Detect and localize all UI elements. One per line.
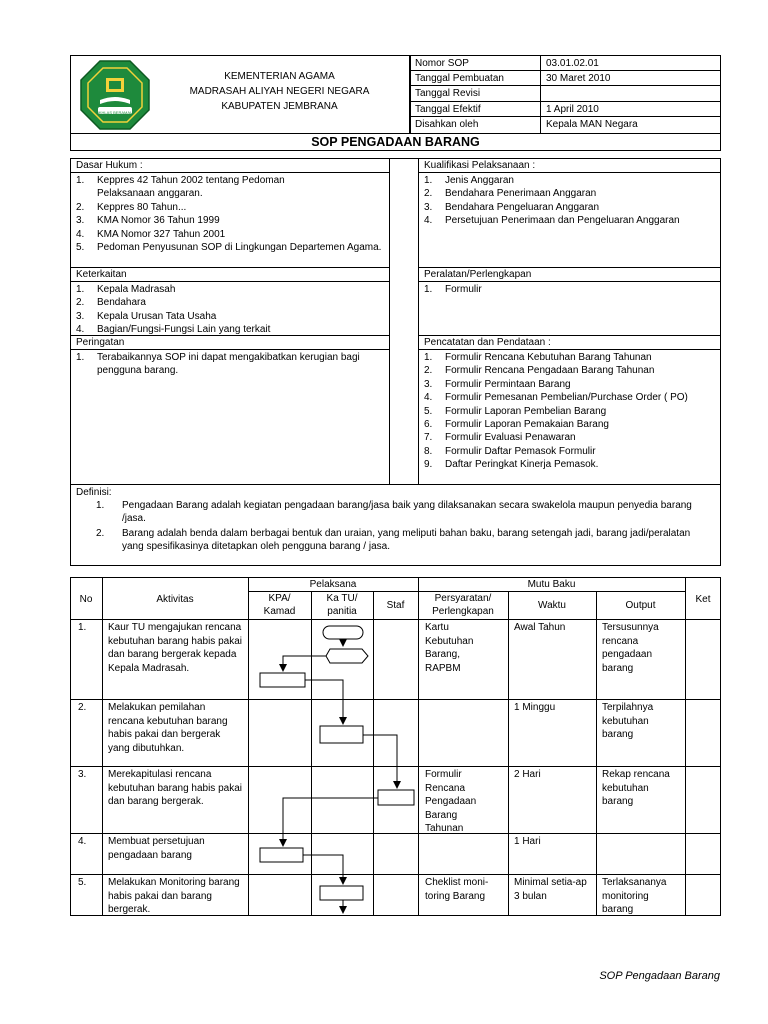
list-item: 4. Formulir Pemesanan Pembelian/Purchase Order ( PO) (424, 392, 688, 404)
list-item: 8. Formulir Daftar Pemasok Formulir (424, 445, 596, 457)
list-item: 2. Keppres 80 Tahun... (76, 201, 187, 213)
list-item: 2. Bendahara Penerimaan Anggaran (424, 188, 597, 200)
list-item: 1. Formulir Rencana Kebutuhan Barang Tahunan (424, 352, 652, 363)
list-item: 1. Kepala Madrasah (76, 284, 176, 295)
list-item: 5. Pedoman Penyusunan SOP di Lingkungan Departemen Agama. (76, 242, 382, 254)
col-header-aktivitas: Aktivitas (156, 594, 194, 605)
list-item: 1. Keppres 42 Tahun 2002 tentang Pedoman Pelaksanaan anggaran. (76, 175, 285, 200)
dasar-hukum-heading: Dasar Hukum : (76, 160, 143, 171)
keterkaitan-heading: Keterkaitan (76, 269, 127, 280)
flow-process-kpa-4 (260, 848, 303, 862)
meta-label-pembuatan: Tanggal Pembuatan (415, 73, 504, 84)
flow-decision (326, 649, 368, 663)
flow-process-staf-3 (378, 790, 414, 805)
row-3-persyaratan: Formulir Rencana Pengadaan Barang Tahunan (425, 769, 477, 834)
list-item: 2. Barang adalah benda dalam berbagai bentuk dan uraian, yang meliputi bahan baku, barang setengah jadi, barang jadi/peralatan yang spesifikasinya ditetapkan oleh pengguna barang / jasa. (96, 527, 691, 553)
row-4-aktivitas: Membuat persetujuan pengadaan barang (108, 836, 205, 861)
kualifikasi-heading: Kualifikasi Pelaksanaan : (424, 160, 536, 171)
row-5-aktivitas: Melakukan Monitoring barang habis pakai dan barang bergerak. (108, 877, 240, 915)
meta-value-nomor: 03.01.02.01 (546, 58, 599, 69)
row-3-waktu: 2 Hari (514, 769, 541, 780)
row-2-aktivitas: Melakukan pemilahan rencana kebutuhan barang habis pakai dan bergerak yang dibutuhkan. (108, 702, 228, 754)
row-1-waktu: Awal Tahun (514, 622, 566, 633)
row-1-output: Tersusunnya rencana pengadaan barang (602, 622, 659, 674)
col-header-staf: Staf (386, 600, 405, 611)
list-item: 2. Formulir Rencana Pengadaan Barang Tahunan (424, 365, 655, 377)
list-item: 3. Formulir Permintaan Barang (424, 378, 571, 390)
row-4-waktu: 1 Hari (514, 836, 541, 847)
page-footer: SOP Pengadaan Barang (599, 970, 720, 982)
col-header-ket: Ket (695, 594, 711, 605)
meta-label-nomor: Nomor SOP (415, 58, 469, 69)
row-3-aktivitas: Merekapitulasi rencana kebutuhan barang habis pakai dan barang bergerak. (108, 769, 242, 807)
flow-process-kpa-1 (260, 673, 305, 687)
pencatatan-heading: Pencatatan dan Pendataan : (424, 337, 551, 348)
col-header-katu: Ka TU/ panitia (326, 593, 358, 617)
row-2-output: Terpilahnya kebutuhan barang (602, 702, 654, 740)
list-item: 1. Jenis Anggaran (424, 175, 514, 186)
row-1-persyaratan: Kartu Kebutuhan Barang, RAPBM (425, 622, 474, 674)
meta-value-pembuatan: 30 Maret 2010 (546, 73, 611, 84)
list-item: 1. Formulir (424, 284, 482, 295)
institution-line-2: MADRASAH ALIYAH NEGERI NEGARA (189, 86, 370, 97)
list-item: 4. Persetujuan Penerimaan dan Pengeluaran Anggaran (424, 215, 680, 227)
row-5-output: Terlaksananya monitoring barang (602, 877, 667, 915)
flow-process-katu-2 (320, 726, 363, 743)
col-header-persyaratan: Persyaratan/ Perlengkapan (432, 593, 494, 617)
list-item: 4. KMA Nomor 327 Tahun 2001 (76, 228, 226, 240)
peringatan-heading: Peringatan (76, 337, 125, 348)
list-item: 1. Pengadaan Barang adalah kegiatan pengadaan barang/jasa baik yang dilaksanakan secara swakelola maupun penyedia barang /jasa. (96, 500, 692, 525)
institution-line-1: KEMENTERIAN AGAMA (224, 71, 335, 82)
row-5-persyaratan: Cheklist moni-toring Barang (425, 877, 489, 902)
institution-line-3: KABUPATEN JEMBRANA (221, 101, 338, 112)
page-title: SOP PENGADAAN BARANG (311, 135, 480, 149)
row-1-aktivitas: Kaur TU mengajukan rencana kebutuhan barang habis pakai dan barang bergerak kepada Kepala Madrasah. (108, 622, 242, 674)
flow-start-terminator (323, 626, 363, 639)
peralatan-heading: Peralatan/Perlengkapan (424, 269, 532, 280)
col-header-mutu: Mutu Baku (527, 579, 576, 590)
flow-process-katu-5 (320, 886, 363, 900)
col-header-output: Output (625, 600, 656, 611)
meta-label-revisi: Tanggal Revisi (415, 88, 481, 99)
list-item: 5. Formulir Laporan Pembelian Barang (424, 405, 607, 417)
list-item: 3. Bendahara Pengeluaran Anggaran (424, 201, 600, 213)
list-item: 3. KMA Nomor 36 Tahun 1999 (76, 215, 220, 227)
meta-value-disahkan: Kepala MAN Negara (546, 119, 638, 130)
list-item: 2. Bendahara (76, 297, 146, 309)
list-item: 7. Formulir Evaluasi Penawaran (424, 432, 576, 444)
list-item: 4. Bagian/Fungsi-Fungsi Lain yang terkait (76, 324, 271, 336)
logo-motto: IKHLAS BERAMAL (97, 110, 133, 115)
row-2-no: 2. (78, 702, 87, 713)
list-item: 6. Formulir Laporan Pemakaian Barang (424, 419, 609, 431)
row-2-waktu: 1 Minggu (514, 702, 556, 713)
col-header-waktu: Waktu (538, 600, 566, 611)
list-item: 3. Kepala Urusan Tata Usaha (76, 310, 217, 322)
row-5-no: 5. (78, 877, 87, 888)
list-item: 9. Daftar Peringkat Kinerja Pemasok. (424, 459, 599, 471)
row-4-no: 4. (78, 836, 87, 847)
col-header-no: No (79, 594, 93, 605)
row-3-no: 3. (78, 769, 87, 780)
meta-value-efektif: 1 April 2010 (546, 104, 599, 115)
meta-label-efektif: Tanggal Efektif (415, 104, 481, 115)
col-header-pelaksana: Pelaksana (309, 579, 357, 590)
col-header-kpa: KPA/ Kamad (263, 593, 296, 617)
meta-label-disahkan: Disahkan oleh (415, 119, 479, 130)
list-item: 1. Terabaikannya SOP ini dapat mengakibatkan kerugian bagi pengguna barang. (76, 352, 360, 377)
row-5-waktu: Minimal setia-ap 3 bulan (514, 877, 587, 902)
definisi-heading: Definisi: (76, 487, 112, 498)
row-3-output: Rekap rencana kebutuhan barang (602, 769, 670, 807)
row-1-no: 1. (78, 622, 87, 633)
